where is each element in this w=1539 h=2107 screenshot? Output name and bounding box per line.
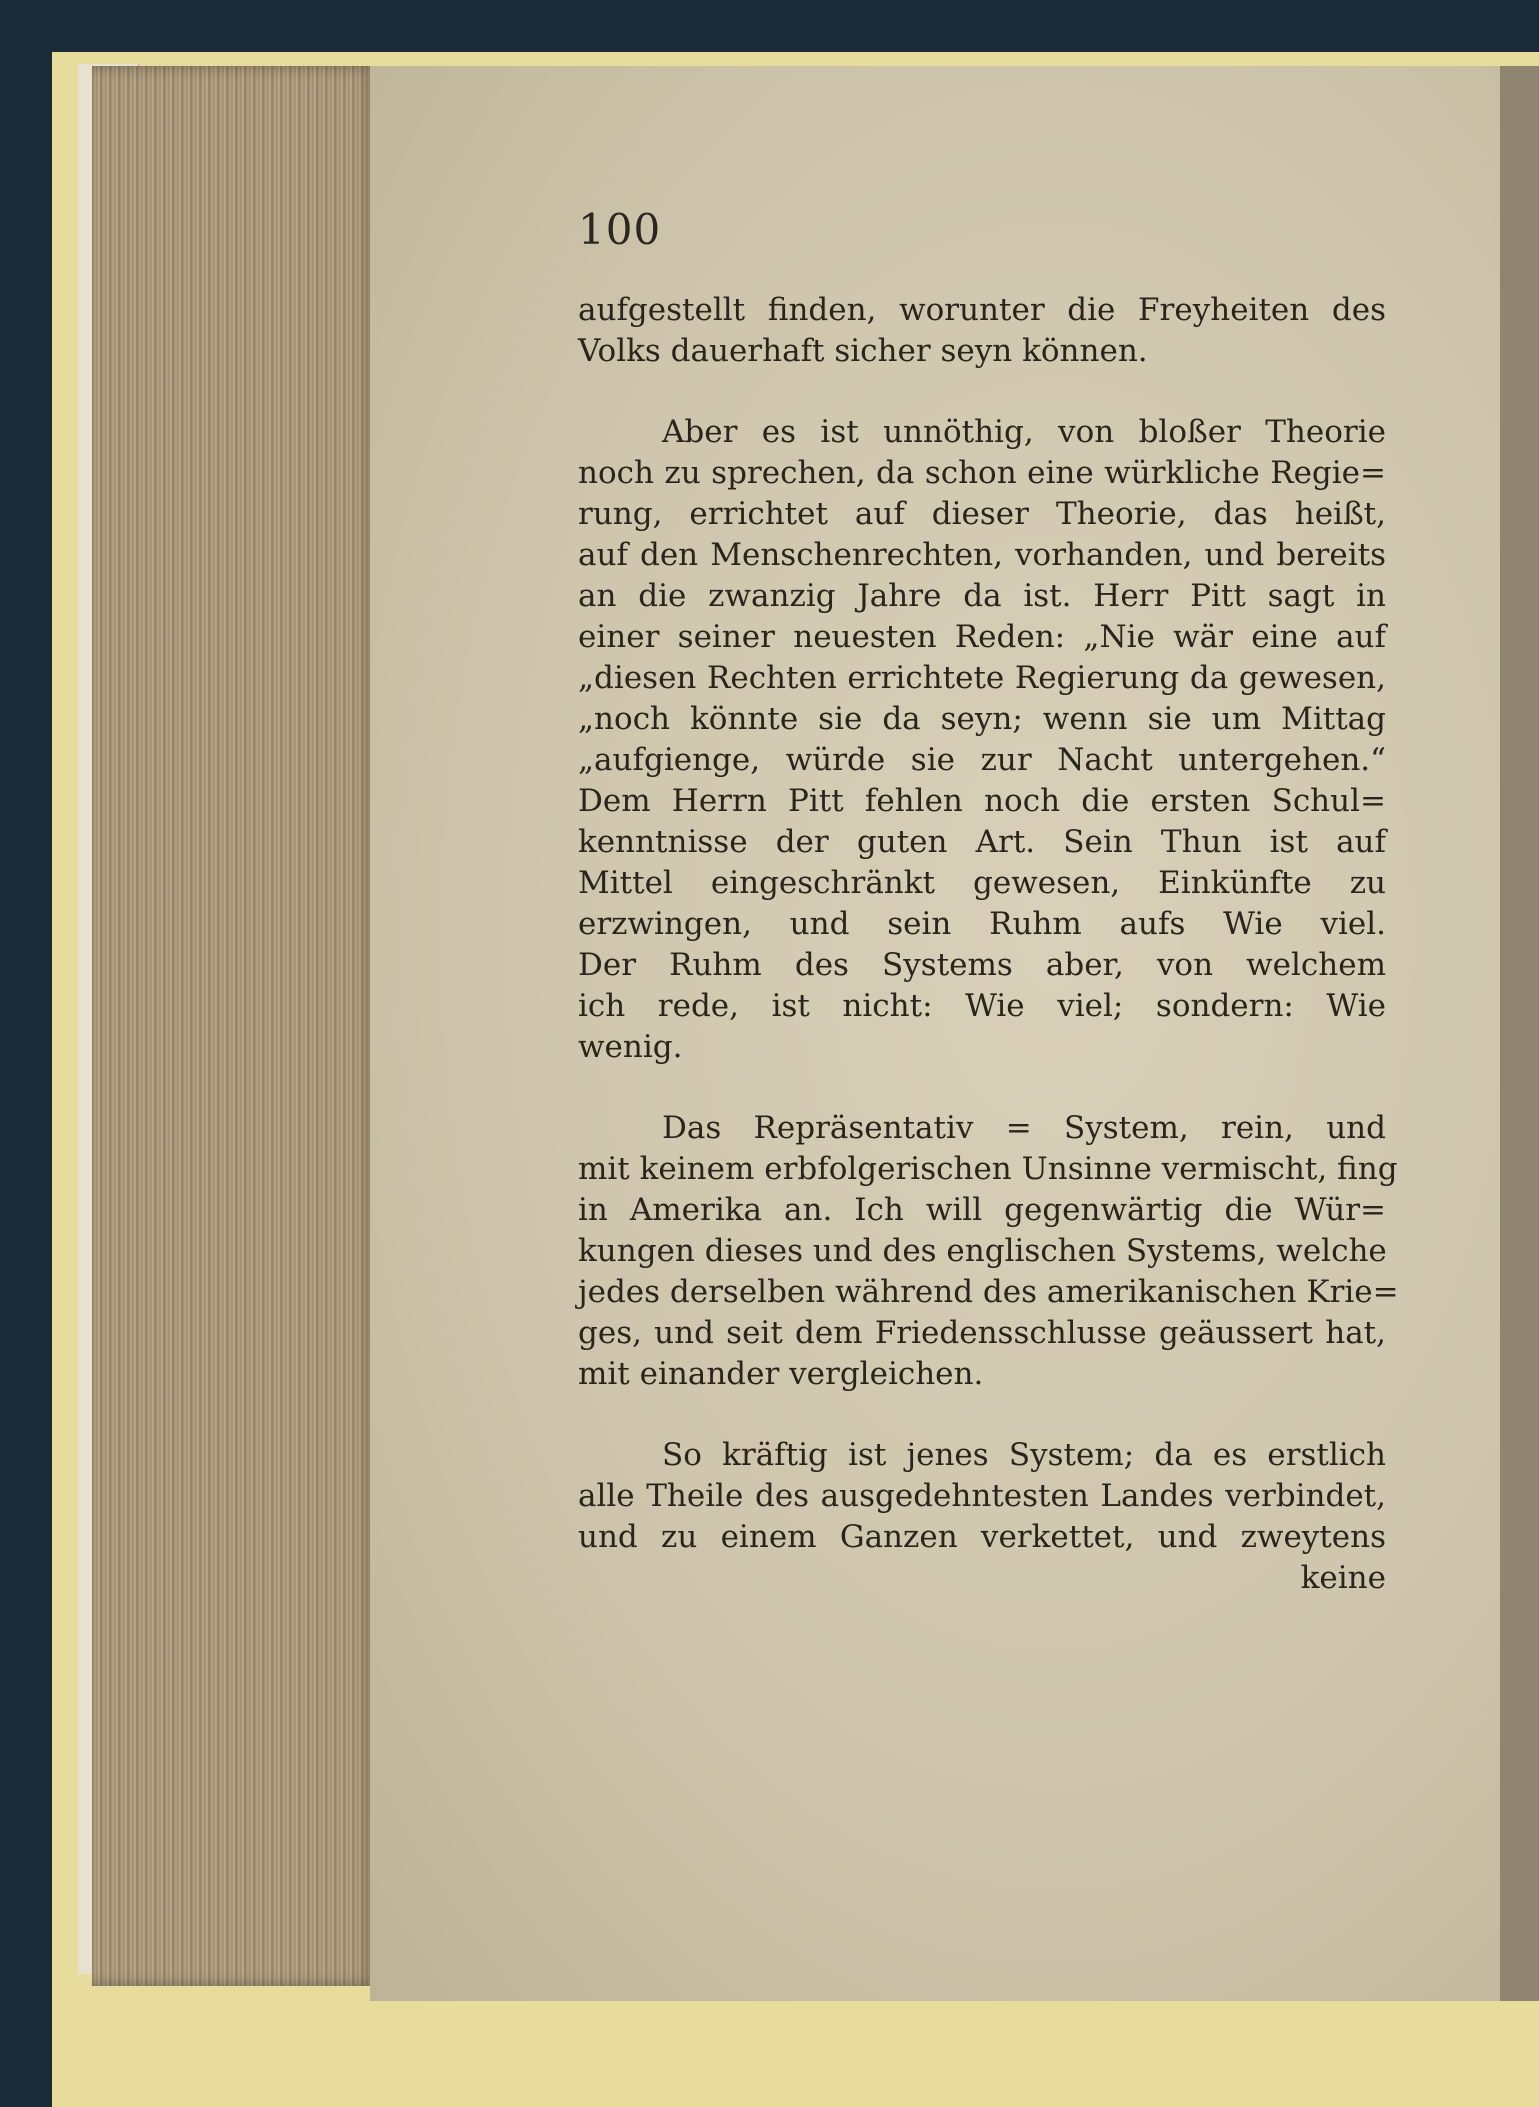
text-line: Der Ruhm des Systems aber, von welchem bbox=[578, 947, 1386, 983]
text-line: einer seiner neuesten Reden: „Nie wär eine auf bbox=[578, 619, 1386, 655]
body-text bbox=[578, 290, 1399, 1599]
text-line: wenig. bbox=[578, 1029, 683, 1065]
text-line: „noch könnte sie da seyn; wenn sie um Mittag bbox=[578, 701, 1386, 737]
text-line: mit einander vergleichen. bbox=[578, 1356, 984, 1392]
text-line: Dem Herrn Pitt fehlen noch die ersten Schul= bbox=[578, 783, 1386, 819]
text-line: noch zu sprechen, da schon eine würkliche Regie= bbox=[578, 455, 1386, 491]
text-line: Volks dauerhaft sicher seyn können. bbox=[578, 333, 1148, 369]
text-line: „aufgienge, würde sie zur Nacht untergehen.“ bbox=[578, 742, 1386, 778]
text-line: So kräftig ist jenes System; da es erstlich bbox=[662, 1437, 1386, 1473]
text-line: kenntnisse der guten Art. Sein Thun ist auf bbox=[578, 824, 1386, 860]
text-line: ges, und seit dem Friedensschlusse geäussert hat, bbox=[578, 1315, 1386, 1351]
text-line: Mittel eingeschränkt gewesen, Einkünfte zu bbox=[578, 865, 1386, 901]
paragraph-gap bbox=[578, 1068, 1386, 1108]
text-line: ich rede, ist nicht: Wie viel; sondern: Wie bbox=[578, 988, 1386, 1024]
text-line: jedes derselben während des amerikanischen Krie= bbox=[578, 1274, 1399, 1310]
text-line: alle Theile des ausgedehntesten Landes verbindet, bbox=[578, 1478, 1386, 1514]
text-line: auf den Menschenrechten, vorhanden, und bereits bbox=[578, 537, 1386, 573]
catchword: keine bbox=[1300, 1560, 1386, 1596]
page-number: 100 bbox=[578, 205, 662, 254]
text-line: „diesen Rechten errichtete Regierung da gewesen, bbox=[578, 660, 1386, 696]
text-line: Das Repräsentativ = System, rein, und bbox=[662, 1110, 1386, 1146]
text-line: rung, errichtet auf dieser Theorie, das heißt, bbox=[578, 496, 1386, 532]
paragraph-gap bbox=[578, 1395, 1386, 1435]
text-line: Aber es ist unnöthig, von bloßer Theorie bbox=[662, 414, 1386, 450]
text-line: an die zwanzig Jahre da ist. Herr Pitt sagt in bbox=[578, 578, 1386, 614]
text-line: und zu einem Ganzen verkettet, und zweytens bbox=[578, 1519, 1386, 1555]
text-line: mit keinem erbfolgerischen Unsinne vermischt, fing bbox=[578, 1151, 1398, 1187]
text-line: erzwingen, und sein Ruhm aufs Wie viel. bbox=[578, 906, 1386, 942]
page-edges bbox=[92, 66, 377, 1986]
text-line: kungen dieses und des englischen Systems, welche bbox=[578, 1233, 1387, 1269]
page-gutter-edge bbox=[1500, 66, 1539, 2001]
text-line: aufgestellt finden, worunter die Freyheiten des bbox=[578, 292, 1386, 328]
paragraph-gap bbox=[578, 372, 1386, 412]
text-line: in Amerika an. Ich will gegenwärtig die Wür= bbox=[578, 1192, 1386, 1228]
